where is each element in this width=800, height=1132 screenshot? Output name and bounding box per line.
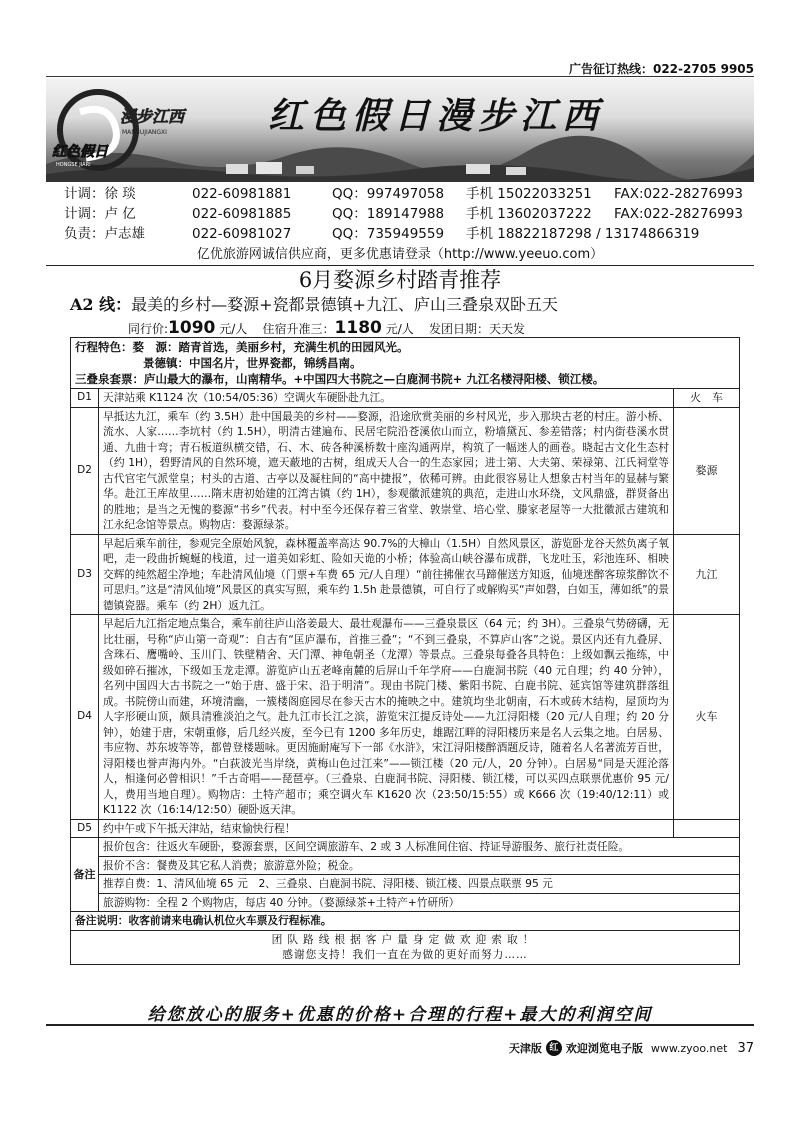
contact-mobile: 手机 15022033251 [466,186,592,202]
note-line: 报价不含：餐费及其它私人消费；旅游意外险；税金。 [99,857,739,876]
route-desc: 最美的乡村—婺源+瓷都景德镇+九江、庐山三叠泉双卧五天 [131,295,558,314]
footer-browse: 欢迎浏览电子版 [565,1042,643,1055]
feature-line: 三叠泉套票：庐山最大的瀑布，山南精华。+中国四大书院之—白鹿洞书院+ 九江名楼浔阳楼、锁江楼。 [75,372,605,386]
contact-fax: FAX:022-28276993 [614,206,743,222]
logo-text-cn: 漫步江西 [120,107,185,126]
day-row [71,389,739,408]
note-line: 报价包含：往返火车硬卧，婺源套票，区间空调旅游车、2 或 3 人标准间住宿、持证导游服务、旅行社责任险。 [99,838,739,857]
welcome-line: 团队路线根据客户量身定做欢迎索取！ [271,932,539,946]
contact-row [46,204,754,224]
departure-value: 天天发 [489,322,526,336]
note-line: 推荐自费：1、清风仙境 65 元 2、三叠泉、白鹿洞书院、浔阳楼、锁江楼、四景点联票 95 元 [99,875,739,894]
badge-icon: 红 [546,1040,562,1056]
route-code: A2 线： [70,295,132,314]
ad-hotline: 广告征订热线：022-2705 9905 [568,62,754,76]
day-label: D3 [71,535,99,615]
page-number: 37 [737,1040,754,1056]
upgrade-label: 住宿升准三： [262,322,335,336]
remark-line: 备注说明：收客前请来电确认机位火车票及行程标准。 [71,912,739,931]
contact-row [46,224,754,244]
contact-qq: QQ：735949559 [332,226,445,242]
supplier-notice: 亿优旅游网诚信供应商，更多优惠请登录（http://www.yeeuo.com） [46,243,754,266]
top-divider [46,76,754,77]
day-label: D2 [71,408,99,534]
contact-mobile: 手机 13602037222 [466,206,592,222]
footer-edition: 天津版 [508,1042,542,1055]
day-stay: 婺源 [673,408,739,534]
day-text: 天津站乘 K1124 次（10:54/05:36）空调火车硬卧赴九江。 [103,391,391,404]
same-price-unit: 元/人 [219,322,248,336]
contact-role: 计调：卢 亿 [64,206,136,222]
footer-site-link[interactable]: www.zyoo.net [650,1041,728,1055]
day-text: 早起后乘车前往，参观完全原始风貌，森林覆盖率高达 90.7%的大樟山（1.5H）自然风景区，游览卧龙谷天然负离子氧吧，走一段曲折蜿蜒的栈道，过一道美如彩虹、险如天诡的小桥；体验高山峡谷瀑布成群，飞龙吐玉，彩池连环、相映交辉的纯然超尘净地；车赴清风仙境（门票+车费 65 元/人自理）“前往拂催衣马蹄催送方知返，仙境迷醉客琼浆醉饮不可思归。”这是“清风仙境”风景区的真实写照，乘车约 1.5h 赴景德镇，可自行了或解购买“声如磬，白如玉，薄如纸”的景德镇瓷器。乘车（约 2H）返九江。 [103,536,669,612]
contact-phone: 022-60981881 [192,186,292,202]
slogan: 给您放心的服务+优惠的价格+合理的行程+最大的利润空间 [147,1005,653,1025]
day-row [71,615,739,820]
day-text: 早抵达九江，乘车（约 3.5H）赴中国最美的乡村——婺源，沿途欣赏美丽的乡村风光，步入那块古老的村庄。游小桥、流水、人家……李坑村（约 1.5H），明清古建遍布、民居宅院沿苍溪依山而立，粉墙黛瓦、参差错落；村内街巷溪水贯通、九曲十弯；青石板道纵横交错，石、木、砖各种溪桥数十座沟通两岸，构筑了一幅迷人的画卷。晓起古文化生态村（约 1H），碧野清风的自然环境，遮天蔽地的古树，组成天人合一的生态家园；进士第、大夫第、荣禄第、江氏祠堂等古代官宅气派堂皇；村头的古道、古亭以及凝柱间的“高中捷报”，依稀可辨。由此很容易让人想象古村当年的显赫与繁华。赴江王库故里……隋末唐初始建的江湾古镇（约 1H），参观徽派建筑的典范，走进山水环绕，文风鼎盛，群贤备出的胜地；是当之无愧的婺源“书乡”代表。村中至今还保存着三省堂、敦崇堂、培心堂、滕家老屋等一大批徽派古建筑和江永纪念馆等景点。购物店：婺源绿茶。 [103,409,669,531]
notes-block [71,838,739,912]
day-transport: 火 车 [673,389,739,407]
feature-line: 行程特色：婺 源：踏青首选，美丽乡村，充满生机的田园风光。 [75,340,409,354]
day-transport: 火车 [673,615,739,819]
logo-text-en: MANBUJIANGXI [122,129,167,136]
notes-label: 备注 [71,838,99,911]
note-line: 旅游购物：全程 2 个购物店，每店 40 分钟。（婺源绿茶+土特产+竹研所） [103,895,460,909]
day-text: 早起后九江指定地点集合，乘车前往庐山洛姜最大、最壮观瀑布——三叠泉景区（64 元；约 3H）。三叠泉气势磅礴，无比壮丽，号称“庐山第一奇观”：自古有“匡庐瀑布，首推三叠”；“不到三叠泉，不算庐山客”之说。景区内还有九叠屏、含珠石、鹰嘴岭、玉川门、铁壁精舍、天门潭、神龟朝圣（龙潭）等景点。三叠泉每叠各具特色：上级如飘云拖练，中级如碎石摧冰，下级如玉龙走潭。游览庐山五老峰南麓的后屏山千年学府——白鹿洞书院（40 元自理；约 40 分钟），名列中国四大古书院之一“始于唐、盛于宋、沿于明清”。现由书院门楼、紫阳书院、白鹿书院、延宾馆等建筑群落组成。书院傍山而建，环境清幽，一簇楼阁庭园尽在参天古木的掩映之中。建筑均坐北朝南，石木或砖木结构，屋顶均为人字形硬山顶，颇具清雅淡泊之气。赴九江市长江之滨，游览宋江提反诗处——九江浔阳楼（20 元/人自理；约 20 分钟），始建于唐，宋朝重修，后几经兴废，至今已有 1200 多年历史，雄踞江畔的浔阳楼历来是名人云集之地。白居易、韦应物、苏东坡等等，都曾登楼题咏。更因施耐庵写下一部《水浒》，宋江浔阳楼醉酒题反诗，随着名人名著流芳百世，浔阳楼也誉声海内外。“白荻波光当岸绕，黄梅山色过江来”——锁江楼（20 元/人，20 分钟）。白居易“同是天涯沦落人，相逢何必曾相识！”千古奇唱——琵琶亭。（三叠泉、白鹿洞书院、浔阳楼、锁江楼，可以买四点联票优惠价 95 元/人，费用当地自理）。购物店：土特产超市；乘空调火车 K1620 次（23:50/15:55）或 K666 次（19:40/12:11）或 K1122 次（16:14/12:50）硬卧返天津。 [103,617,669,816]
upgrade-value: 1180 [334,318,382,338]
welcome-line: 感谢您支持！我们一直在为做的更好而努力…… [282,948,528,961]
upgrade-unit: 元/人 [385,322,414,336]
logo-sub: 红色假日 [52,144,108,160]
day-stay [673,820,739,838]
day-label: D4 [71,615,99,819]
contact-qq: QQ：997497058 [332,186,445,202]
brand-title: 红色假日漫步江西 [268,95,605,137]
logo-sub-en: HONGSE JIARI [56,162,91,168]
contact-phone: 022-60981885 [192,206,292,222]
day-row [71,535,739,616]
day-row [71,408,739,535]
departure-label: 发团日期： [429,322,490,336]
contact-qq: QQ：189147988 [332,206,445,222]
day-row [71,820,739,839]
day-label: D5 [71,820,99,838]
footer [509,1040,754,1056]
day-stay: 九江 [673,535,739,615]
welcome-block [71,931,739,964]
contact-role: 负责：卢志雄 [64,226,145,242]
contact-block [46,184,754,244]
same-price-label: 同行价: [128,322,169,336]
itinerary-table [70,337,740,965]
day-text: 约中午或下午抵天津站，结束愉快行程！ [103,821,296,835]
contact-fax: FAX:022-28276993 [614,186,743,202]
feature-line: 景德镇：中国名片，世界瓷都，锦绣昌南。 [143,356,362,370]
same-price-value: 1090 [168,318,216,338]
contact-role: 计调：徐 琰 [64,186,136,202]
bottom-divider [46,1024,754,1026]
day-label: D1 [71,389,99,407]
notes-list [99,838,739,911]
brand-logo [50,82,200,178]
contact-phone: 022-60981027 [192,226,292,242]
page-title: 6月婺源乡村踏青推荐 [298,268,502,292]
contact-mobile: 手机 18822187298 / 13174866319 [466,226,700,242]
price-line [128,318,525,338]
contact-row [46,184,754,204]
features-block [71,338,739,389]
header-banner [46,78,754,182]
route-line [70,292,558,315]
